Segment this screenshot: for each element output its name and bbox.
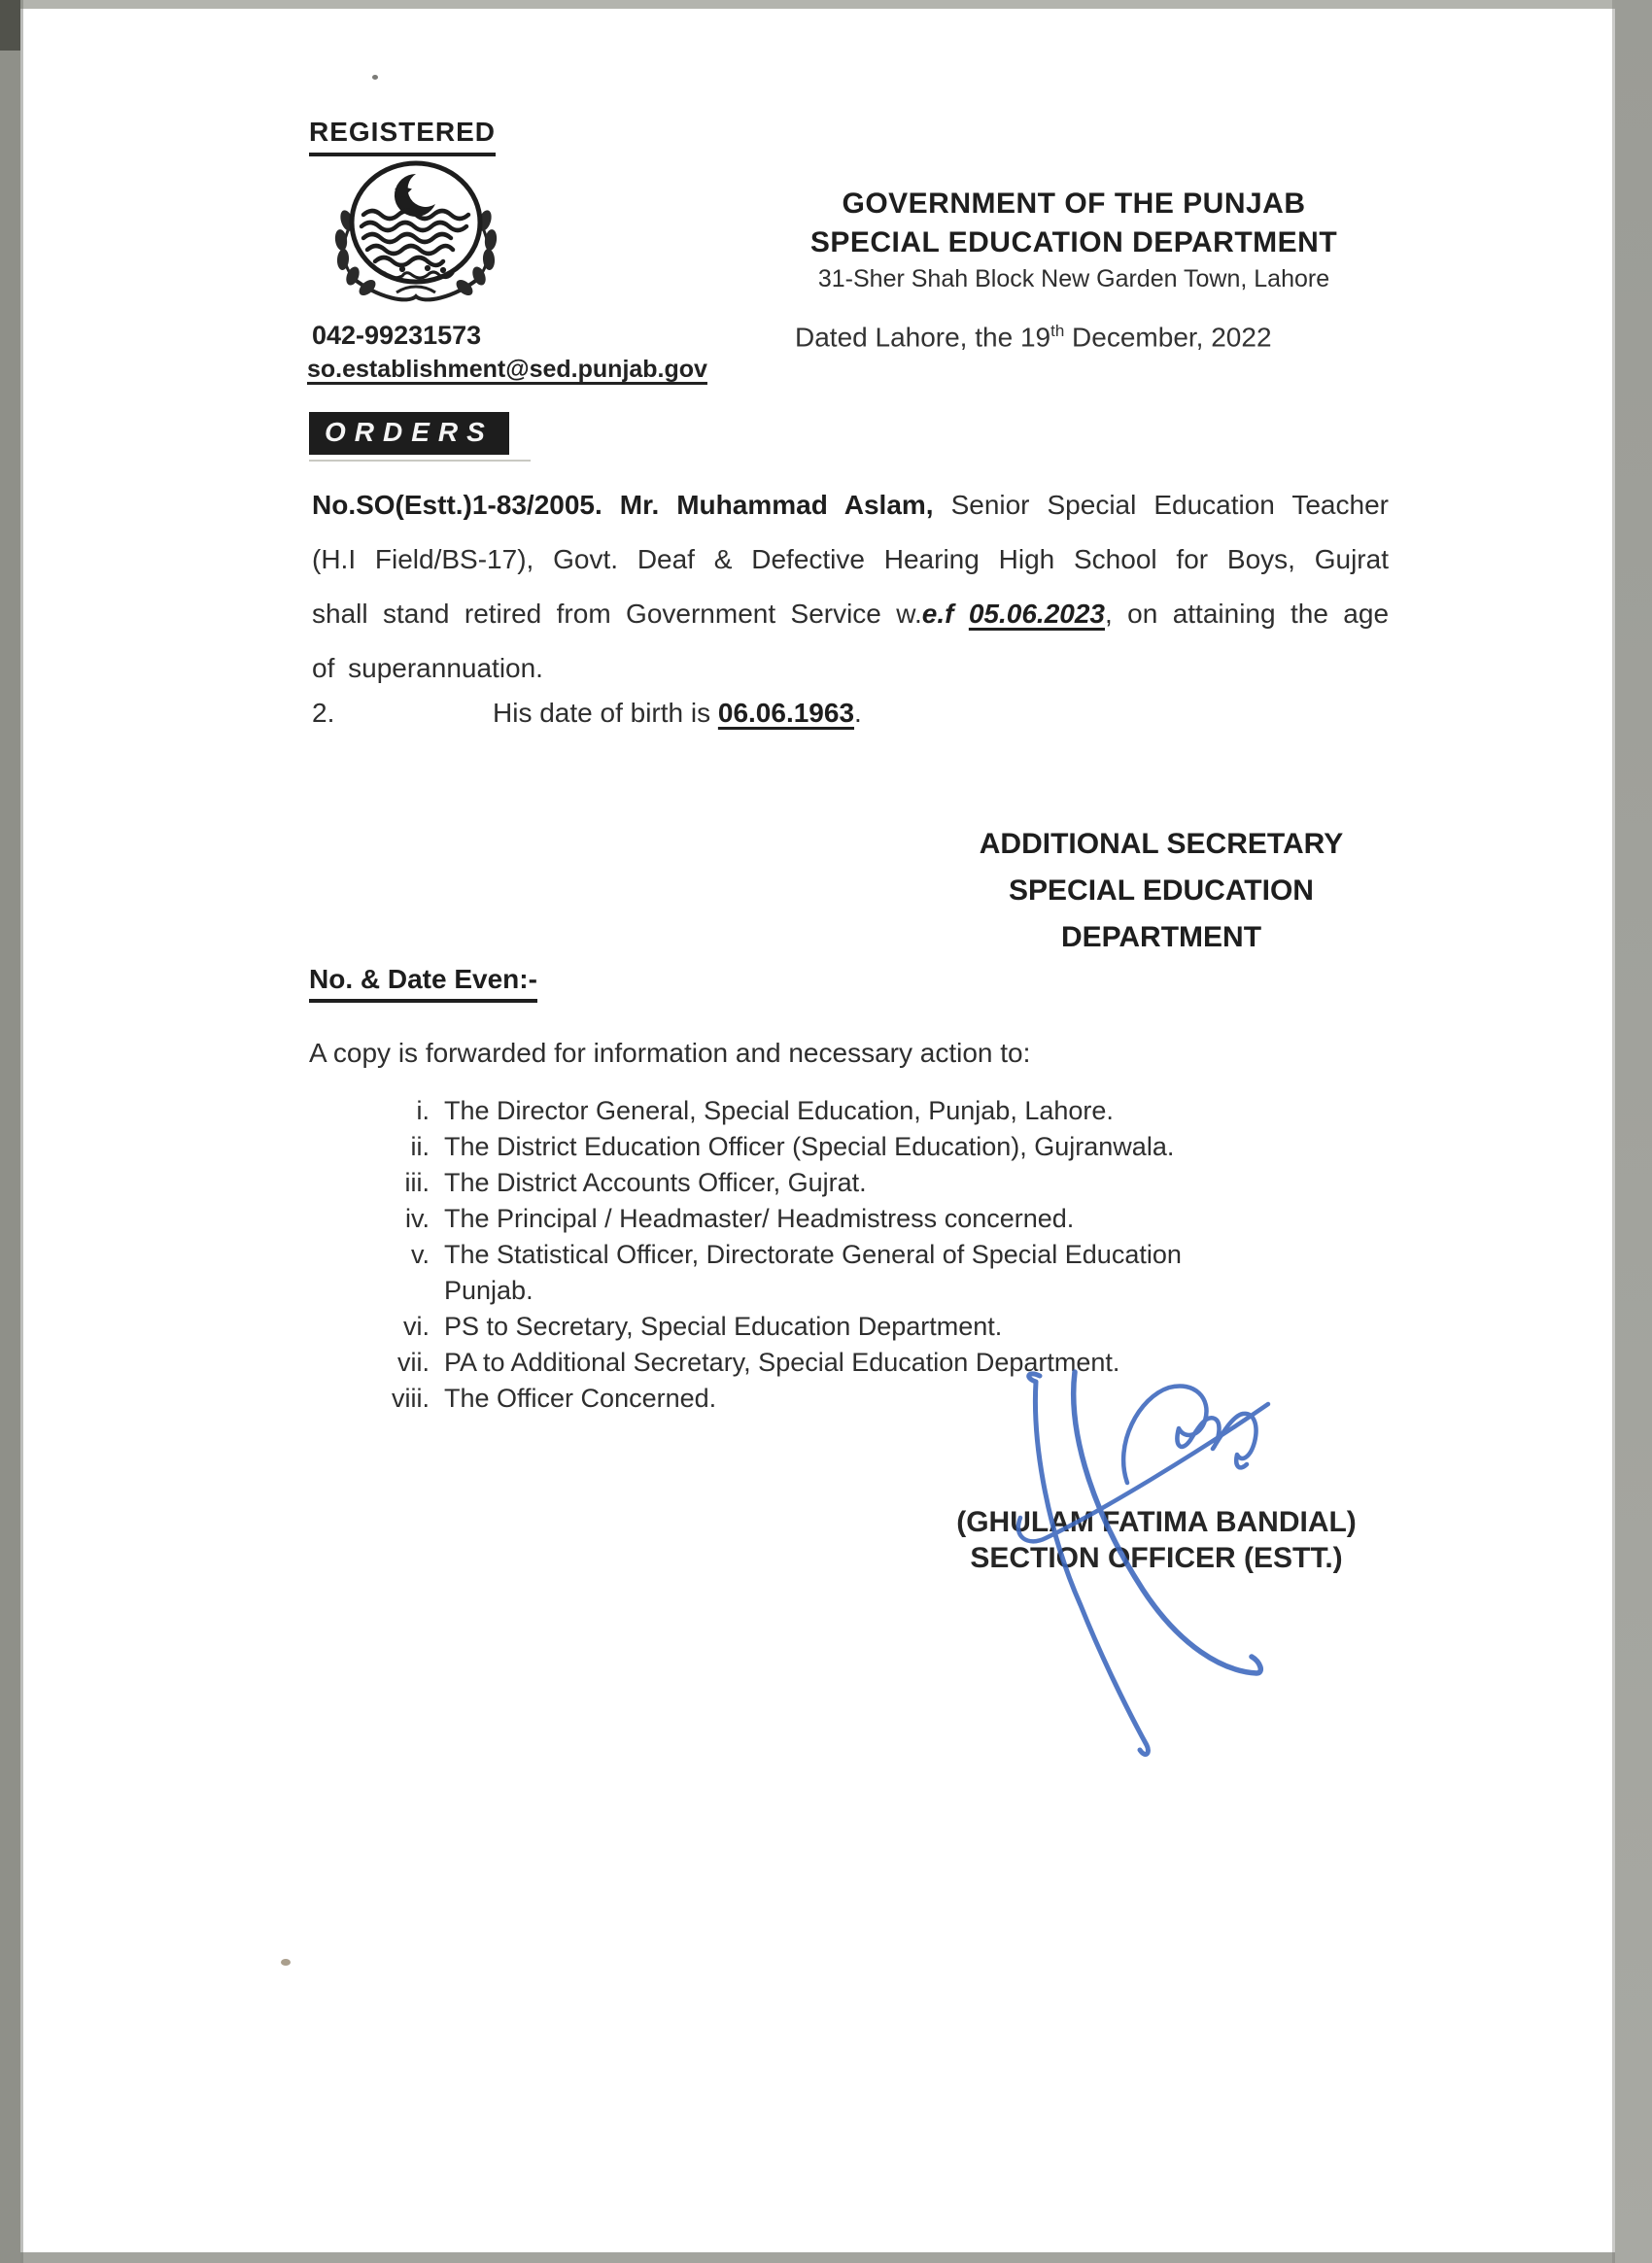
- phone-number: 042-99231573: [312, 321, 482, 350]
- list-numeral: viii.: [392, 1384, 430, 1413]
- page-edge-shadow-right: [1612, 0, 1615, 2263]
- letterhead: [777, 185, 1370, 295]
- wef-label: e.f: [921, 599, 954, 629]
- date-prefix: Dated Lahore, the 19: [795, 322, 1051, 353]
- order-text-2: , on attaining the age of superannuation.: [312, 599, 1390, 683]
- paragraph-2-number: 2.: [312, 698, 335, 728]
- signatory-designation-block: [967, 821, 1356, 961]
- list-numeral: iv.: [405, 1204, 430, 1233]
- list-numeral: iii.: [404, 1168, 430, 1197]
- list-text: The District Education Officer (Special Education), Gujranwala.: [444, 1132, 1175, 1161]
- email-address: so.establishment@sed.punjab.gov: [307, 356, 707, 383]
- orders-banner: ORDERS: [309, 412, 509, 455]
- list-text: The Principal / Headmaster/ Headmistress concerned.: [444, 1204, 1075, 1233]
- order-paragraph: [312, 478, 1389, 696]
- punjab-government-emblem: [321, 160, 511, 308]
- scan-border-bottom: [20, 2252, 1615, 2263]
- list-numeral: i.: [416, 1096, 430, 1125]
- date-line: [795, 322, 1272, 353]
- list-text: PA to Additional Secretary, Special Education Department.: [444, 1348, 1120, 1377]
- date-of-birth-line: [493, 698, 1387, 729]
- list-numeral: v.: [411, 1240, 430, 1269]
- officer-name: Mr. Muhammad Aslam,: [602, 490, 934, 520]
- letterhead-line2: SPECIAL EDUCATION DEPARTMENT: [809, 226, 1338, 258]
- list-numeral: vi.: [403, 1312, 430, 1341]
- section-officer-name: (GHULAM FATIMA BANDIAL): [956, 1506, 1357, 1538]
- signatory-line3: DEPARTMENT: [1060, 921, 1262, 953]
- retirement-date: 05.06.2023: [968, 599, 1105, 629]
- list-text: PS to Secretary, Special Education Department.: [444, 1312, 1003, 1341]
- list-text: The Statistical Officer, Directorate General of Special Education: [444, 1240, 1182, 1269]
- list-text: The Officer Concerned.: [444, 1384, 717, 1413]
- distribution-heading: No. & Date Even:-: [309, 964, 537, 1003]
- list-text: The Director General, Special Education, Punjab, Lahore.: [444, 1096, 1114, 1125]
- list-numeral: ii.: [410, 1132, 430, 1161]
- section-officer-title: SECTION OFFICER (ESTT.): [970, 1542, 1343, 1574]
- paragraph-2: [312, 698, 1391, 729]
- page-edge-shadow-left: [20, 0, 23, 2263]
- letterhead-line1: GOVERNMENT OF THE PUNJAB: [842, 188, 1306, 220]
- signatory-line2: SPECIAL EDUCATION: [1009, 874, 1314, 907]
- list-numeral: vii.: [397, 1348, 430, 1377]
- date-suffix: December, 2022: [1064, 322, 1272, 353]
- list-text: The District Accounts Officer, Gujrat.: [444, 1168, 867, 1197]
- orders-banner-shadow: [309, 460, 531, 462]
- dob-period: .: [854, 698, 862, 728]
- letterhead-address: 31-Sher Shah Block New Garden Town, Lahore: [817, 265, 1330, 292]
- scan-border-top: [20, 0, 1652, 9]
- scan-border-right: [1615, 0, 1652, 2263]
- dob-value: 06.06.1963: [717, 698, 855, 728]
- reference-number: No.SO(Estt.)1-83/2005.: [312, 490, 602, 520]
- dob-label: His date of birth is: [493, 698, 718, 728]
- registered-label: REGISTERED: [309, 117, 496, 156]
- section-officer-block: [913, 1504, 1399, 1576]
- date-ordinal: th: [1050, 322, 1065, 340]
- order-text-1: Senior Special Education Teacher (H.I Field/BS-17), Govt. Deaf & Defective Hearing High School for Boys, Gujrat shall stand retired from Government Service w.: [312, 490, 1389, 629]
- distribution-intro: A copy is forwarded for information and necessary action to:: [309, 1038, 1031, 1068]
- scan-border-corner: [0, 0, 20, 51]
- scan-border-left: [0, 0, 20, 2263]
- scan-speck: [281, 1959, 291, 1966]
- list-text: Punjab.: [444, 1276, 533, 1305]
- scan-speck: [372, 75, 378, 80]
- signatory-line1: ADDITIONAL SECRETARY: [979, 828, 1344, 860]
